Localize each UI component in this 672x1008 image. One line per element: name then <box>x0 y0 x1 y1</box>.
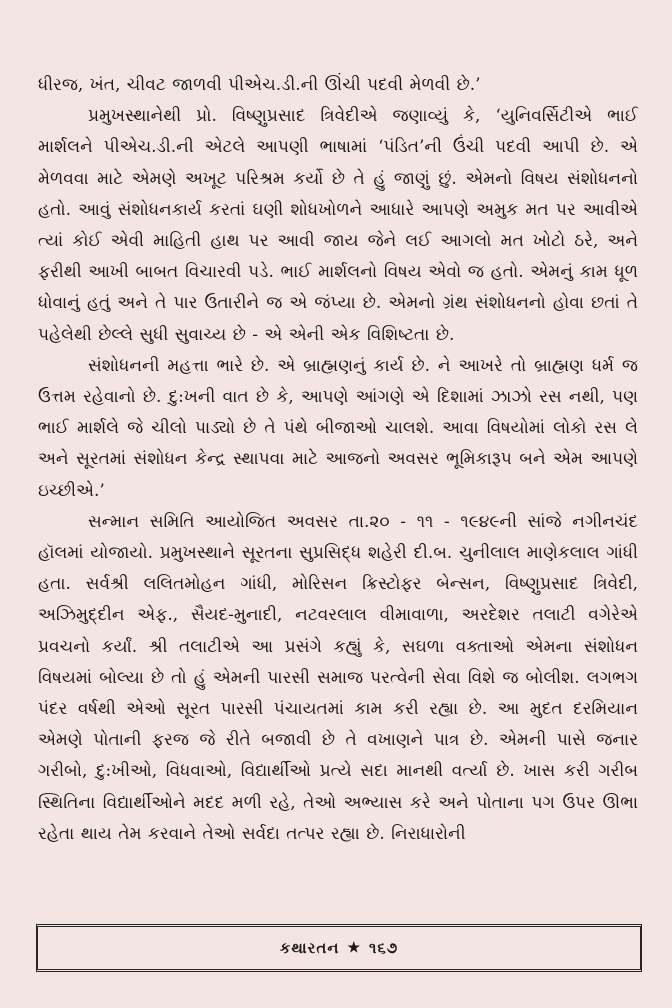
paragraph-2: પ્રમુખસ્થાનેથી પ્રો. વિષ્ણુપ્રસાદ ત્રિવેદીએ જણાવ્યું કે, ‘યુનિવર્સિટીએ ભાઈ માર્શલને પીએચ.ડી.ની એટલે આપણી ભાષામાં ‘પંડિત’ની ઉંચી પદવી આપી છે. એ મેળવવા માટે એમણે અખૂટ પરિશ્રમ કર્યો છે તે હું જાણું છું. એમનો વિષય સંશોધનનો હતો. આવું સંશોધનકાર્ય કરતાં ઘણી શોધખોળને આધારે આપણે અમુક મત પર આવીએ ત્યાં કોઈ એવી માહિતી હાથ પર આવી જાય જેને લઈ આગલો મત ખોટો ઠરે, અને ફરીથી આખી બાબત વિચારવી પડે. ભાઈ માર્શલનો વિષય એવો જ હતો. એમનું કામ ધૂળ ધોવાનું હતું અને તે પાર ઉતારીને જ એ જંપ્યા છે. એમનો ગ્રંથ સંશોધનનો હોવા છતાં તે પહેલેથી છેલ્લે સુધી સુવાચ્ય છે - એ એની એક વિશિષ્ટતા છે. <box>38 106 638 345</box>
star-icon: ★ <box>347 940 362 956</box>
page-number: ૧૬૭ <box>369 939 399 957</box>
paragraph-4: સન્માન સમિતિ આયોજિત અવસર તા.૨૦ - ૧૧ - ૧૯૪૯ની સાંજે નગીનચંદ હૉલમાં યોજાયો. પ્રમુખસ્થાને સૂરતના સુપ્રસિદ્ધ શહેરી દી.બ. ચુનીલાલ માણેકલાલ ગાંધી હતા. સર્વશ્રી લલિતમોહન ગાંધી, મોરિસન ક્રિસ્ટોફર બેન્સન, વિષ્ણુપ્રસાદ ત્રિવેદી, અઝિમુદ્દીન એફ., સૈયદ-મુનાદી, નટવરલાલ વીમાવાળા, અરદેશર તલાટી વગેરેએ પ્રવચનો કર્યાં. શ્રી તલાટીએ આ પ્રસંગે કહ્યું કે, સઘળા વક્તાઓ એમના સંશોધન વિષયમાં બોલ્યા છે તો હું એમની પારસી સમાજ પરત્વેની સેવા વિશે જ બોલીશ. લગભગ પંદર વર્ષથી એઓ સૂરત પારસી પંચાયતમાં કામ કરી રહ્યા છે. આ મુદત દરમિયાન એમણે પોતાની ફરજ જે રીતે બજાવી છે તે વખાણને પાત્ર છે. એમની પાસે જનાર ગરીબો, દુ:ખીઓ, વિધવાઓ, વિદ્યાર્થીઓ પ્રત્યે સદા માનથી વર્ત્યા છે. ખાસ કરી ગરીબ સ્થિતિના વિદ્યાર્થીઓને મદદ મળી રહે, તેઓ અભ્યાસ કરે અને પોતાના પગ ઉપર ઊભા રહેતા થાય તેમ કરવાને તેઓ સર્વદા તત્પર રહ્યા છે. નિરાધારોની <box>38 511 638 844</box>
paragraph-3: સંશોધનની મહત્તા ભારે છે. એ બ્રાહ્મણનું કાર્ય છે. ને આખરે તો બ્રાહ્મણ ધર્મ જ ઉત્તમ રહેવાનો છે. દુ:ખની વાત છે કે, આપણે આંગણે એ દિશામાં ઝાઝો રસ નથી, પણ ભાઈ માર્શલે જે ચીલો પાડ્યો છે તે પંથે બીજાઓ ચાલશે. આવા વિષયોમાં લોકો રસ લે અને સૂરતમાં સંશોધન કેન્દ્ર સ્થાપવા માટે આજનો અવસર ભૂમિકારૂપ બને એમ આપણે ઇચ્છીએ.’ <box>38 355 638 501</box>
page-footer <box>36 924 642 972</box>
book-title: કથારતન <box>279 939 340 957</box>
paragraph-1: ધીરજ, ખંત, ચીવટ જાળવી પીએચ.ડી.ની ઊંચી પદવી મેળવી છે.’ <box>38 75 481 95</box>
